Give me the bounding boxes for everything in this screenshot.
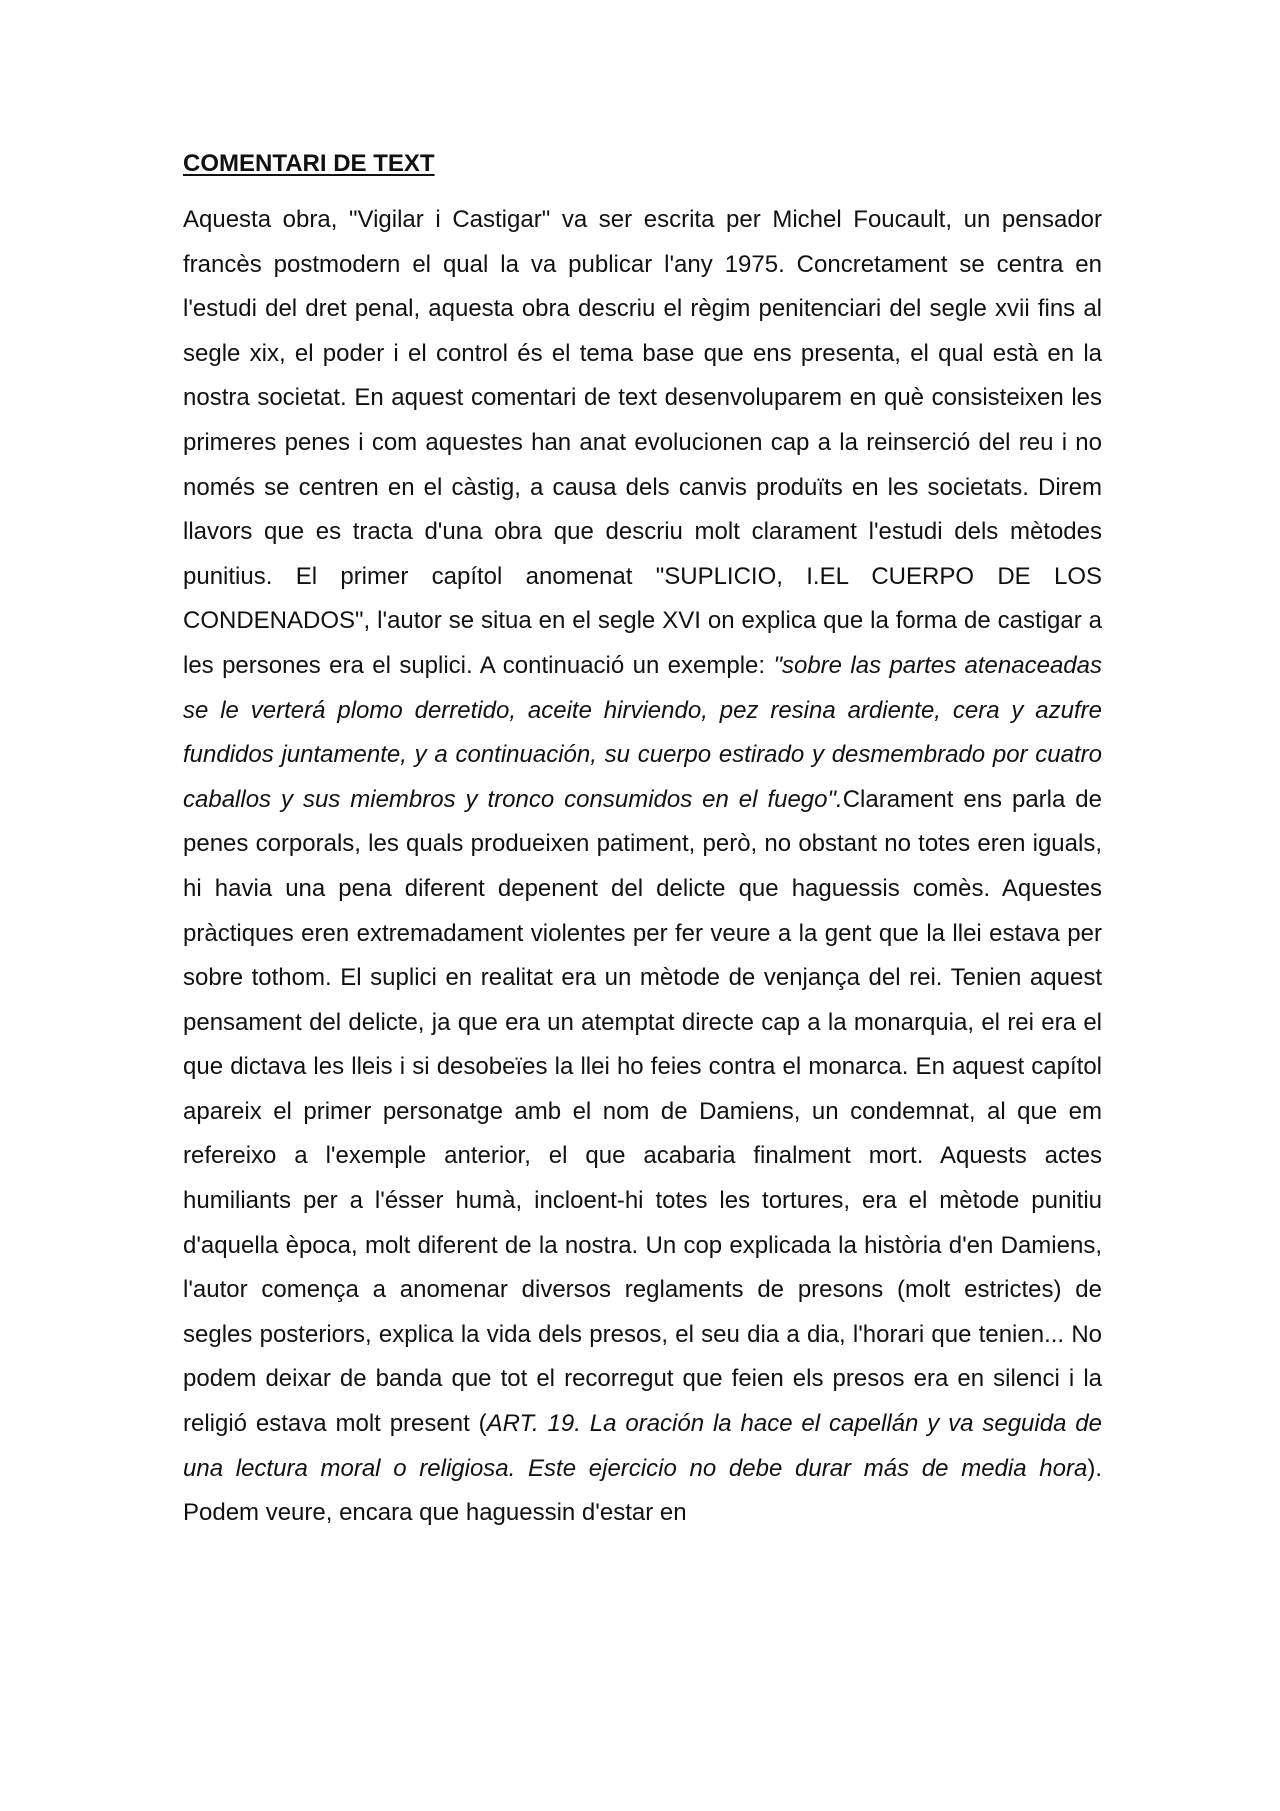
paragraph-text-middle: Clarament ens parla de penes corporals, les quals produeixen patiment, però, no obstant no totes eren iguals, hi havia una pena diferent depenent del delicte que haguessis comès. Aquestes pràctiques eren extremadament violentes per fer veure a la gent que la llei estava per sobre tothom. El suplici en realitat era un mètode de venjança del rei. Tenien aquest pensament del delicte, ja que era un atemptat directe cap a la monarquia, el rei era el que dictava les lleis i si desobeïes la llei ho feies contra el monarca. En aquest capítol apareix el primer personatge amb el nom de Damiens, un condemnat, al que em refereixo a l'exemple anterior, el que acabaria finalment mort. Aquests actes humiliants per a l'ésser humà, incloent-hi totes les tortures, era el mètode punitiu d'aquella època, molt diferent de la nostra. Un cop explicada la història d'en Damiens, l'autor comença a anomenar diversos reglaments de presons (molt estrictes) de segles posteriors, explica la vida dels presos, el seu dia a dia, l'horari que tenien... No podem deixar de banda que tot el recorregut que feien els presos era en silenci i la religió estava molt present (: [183, 785, 1102, 1438]
italic-quote-article: ART. 19. La oración la hace el capellán y va seguida de una lectura moral o religiosa. Este ejercicio no debe durar más de media hora: [183, 1410, 1103, 1482]
document-title: COMENTARI DE TEXT: [183, 150, 435, 177]
paragraph-text-intro: Aquesta obra, "Vigilar i Castigar" va ser escrita per Michel Foucault, un pensador francès postmodern el qual la va publicar l'any 1975. Concretament se centra en l'estudi del dret penal, aquesta obra descriu el règim penitenciari del segle xvii fins al segle xix, el poder i el control és el tema base que ens presenta, el qual està en la nostra societat. En aquest comentari de text desenvoluparem en què consisteixen les primeres penes i com aquestes han anat evolucionen cap a la reinserció del reu i no només se centren en el càstig, a causa dels canvis produïts en les societats. Direm llavors que es tracta d'una obra que descriu molt clarament l'estudi dels mètodes punitius. El primer capítol anomenat "SUPLICIO, I.EL CUERPO DE LOS CONDENADOS", l'autor se situa en el segle XVI on explica que la forma de castigar a les persones era el suplici. A continuació un exemple:: [183, 206, 1102, 679]
paragraph-text-end: ). Podem veure, encara que haguessin d'estar en: [183, 1454, 1102, 1527]
document-content: [183, 148, 1102, 1536]
italic-quote-suplicio: "sobre las partes atenaceadas se le verterá plomo derretido, aceite hirviendo, pez resina ardiente, cera y azufre fundidos juntamente, y a continuación, su cuerpo estirado y desmembrado por cuatro caballos y sus miembros y tronco consumidos en el fuego".: [183, 651, 1102, 813]
body-paragraph: [183, 198, 1102, 1536]
